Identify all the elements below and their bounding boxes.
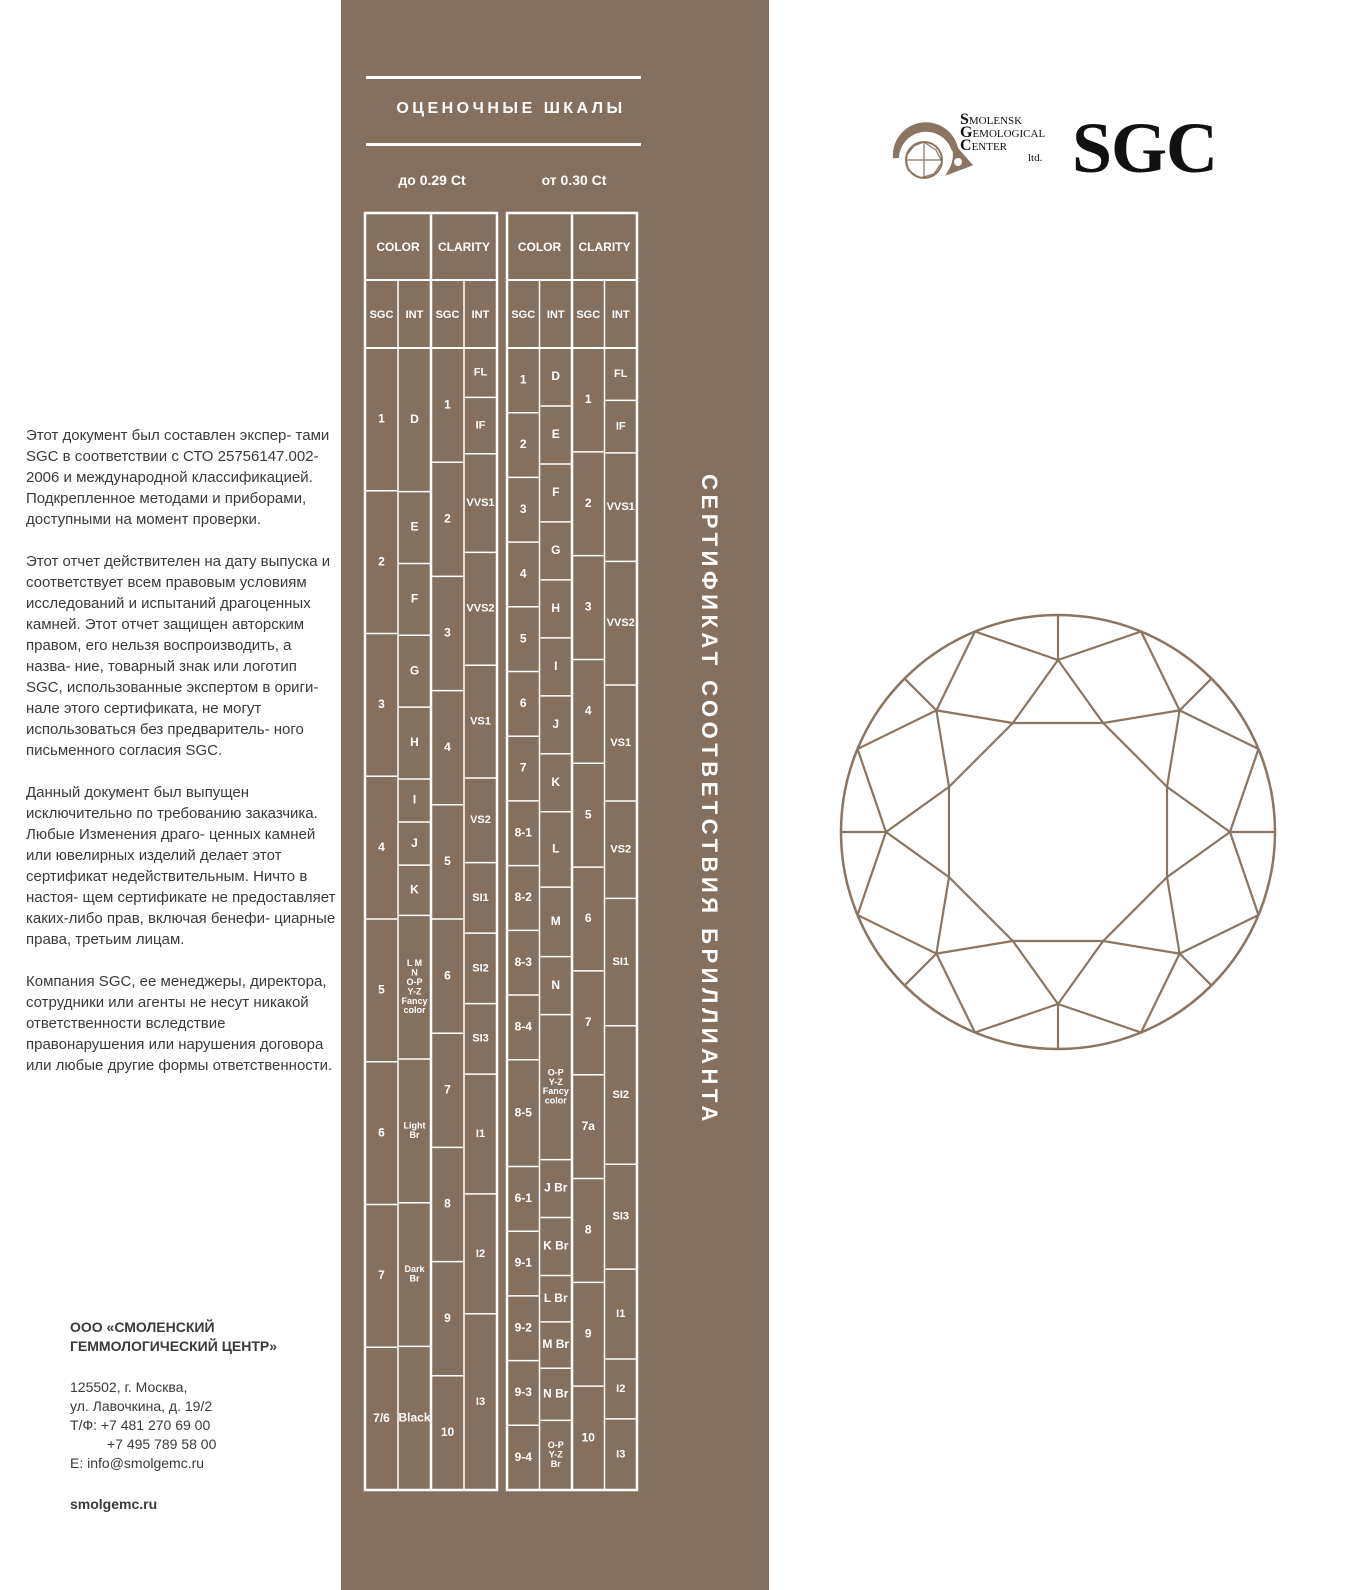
small-cell: VS2 — [470, 814, 491, 827]
large-color-header: COLOR — [517, 240, 562, 255]
range-label-small: до 0.29 Ct — [398, 172, 466, 188]
small-cell: 9 — [444, 1310, 451, 1325]
large-cell: H — [551, 601, 561, 616]
diamond-kite-facet — [936, 632, 975, 711]
small-cell: N — [411, 967, 418, 978]
diamond-table-edge — [949, 723, 1013, 787]
small-cell: J — [411, 835, 418, 850]
diamond-star-facet — [1103, 941, 1179, 954]
logo-wordmark: SGC — [1072, 108, 1218, 188]
large-cell: SI2 — [612, 1088, 630, 1101]
large-cell: N — [551, 977, 561, 992]
diamond-kite-facet — [858, 710, 937, 749]
diamond-kite-facet — [975, 1004, 1058, 1032]
large-cell: 9-2 — [514, 1320, 532, 1335]
large-cell: VS2 — [610, 843, 632, 856]
large-cell: SI1 — [612, 955, 630, 968]
small-cell: Light — [403, 1120, 426, 1131]
large-cell: 8-3 — [514, 954, 532, 969]
large-cell: E — [551, 427, 560, 442]
diamond-kite-facet — [1180, 710, 1259, 749]
large-cell: F — [552, 485, 560, 500]
small-cell: 1 — [444, 397, 451, 412]
small-cell: D — [410, 411, 419, 426]
paragraph-3: Данный документ был выпущен исключительно по требованию заказчика. Любые Изменения драго- ценных камней или ювелирных изделий делает этот сертификат недействительным. Ничто в настоя- щем сертификате не предоставляет каких-либо прав, включая бенефи- циарные права, третьим лицам. — [26, 784, 336, 948]
small-cell: 4 — [444, 739, 451, 754]
diamond-girdle-facet — [1180, 954, 1212, 986]
website-link[interactable]: smolgemc.ru — [70, 1496, 158, 1512]
diamond-star-facet — [1058, 941, 1103, 1004]
small-subheader: INT — [471, 308, 490, 321]
small-subheader: SGC — [369, 308, 394, 321]
small-cell: E — [410, 519, 419, 534]
large-cell: 8-2 — [514, 890, 532, 905]
large-cell: 6 — [584, 911, 592, 926]
small-cell: 4 — [378, 839, 385, 854]
small-cell: 7 — [378, 1268, 385, 1283]
small-cell: F — [410, 591, 419, 606]
large-cell: J Br — [544, 1180, 568, 1195]
large-cell: K — [551, 774, 561, 789]
large-cell: 5 — [519, 631, 527, 646]
small-cell: VVS1 — [466, 496, 495, 509]
scales-title: ОЦЕНОЧНЫЕ ШКАЛЫ — [396, 100, 626, 117]
small-cell: I2 — [475, 1247, 486, 1260]
large-subheader: INT — [611, 308, 630, 321]
small-cell: SI3 — [472, 1032, 489, 1045]
large-cell: FL — [614, 368, 628, 381]
small-subheader: SGC — [435, 308, 460, 321]
large-cell: I3 — [616, 1448, 626, 1461]
large-cell: VVS2 — [606, 617, 635, 630]
small-cell: Fancy — [401, 995, 428, 1006]
diamond-table-edge — [1103, 877, 1167, 941]
diamond-kite-facet — [858, 749, 886, 832]
large-cell: 9-3 — [514, 1385, 532, 1400]
small-cell: 7/6 — [373, 1410, 390, 1425]
small-cell: VS1 — [470, 715, 491, 728]
diamond-kite-facet — [1230, 749, 1258, 832]
large-cell: 4 — [519, 566, 527, 581]
large-cell: M Br — [542, 1337, 570, 1352]
diamond-kite-facet — [936, 954, 975, 1033]
diamond-star-facet — [936, 941, 1012, 954]
email[interactable]: E: info@smolgemc.ru — [70, 1455, 205, 1471]
large-subheader: SGC — [576, 308, 601, 321]
diamond-kite-facet — [1141, 954, 1180, 1033]
diamond-star-facet — [936, 710, 949, 786]
small-cell: G — [409, 663, 420, 678]
large-cell: Fancy — [542, 1086, 569, 1097]
small-cell: 2 — [378, 554, 385, 569]
diamond-kite-facet — [858, 832, 886, 915]
large-cell: D — [551, 369, 561, 384]
large-cell: 9 — [584, 1326, 592, 1341]
large-cell: I — [554, 659, 558, 674]
large-cell: 6-1 — [514, 1191, 532, 1206]
large-cell: 7a — [581, 1118, 595, 1133]
diamond-table-edge — [1103, 723, 1167, 787]
small-cell: L M — [406, 957, 423, 968]
phone-1: Т/Ф: +7 481 270 69 00 — [70, 1417, 211, 1433]
small-cell: Dark — [404, 1264, 425, 1275]
large-cell: I2 — [616, 1382, 626, 1395]
large-cell: 8-4 — [514, 1019, 532, 1034]
small-cell: IF — [475, 419, 486, 432]
paragraph-1: Этот документ был составлен экспер- тами SGC в соответствии с СТО 25756147.002-2006 и международной классификацией. Подкрепленное методами и приборами, доступными на момент проверки. — [26, 427, 330, 528]
small-cell: 8 — [444, 1196, 451, 1211]
address-line-2: ул. Лавочкина, д. 19/2 — [70, 1398, 213, 1414]
legal-text — [26, 425, 336, 1097]
small-cell: H — [410, 735, 419, 750]
large-cell: 6 — [519, 696, 527, 711]
small-clarity-header: CLARITY — [438, 240, 490, 255]
small-subheader: INT — [405, 308, 424, 321]
company-name-line1: ООО «СМОЛЕНСКИЙ — [70, 1319, 215, 1335]
large-cell: 5 — [584, 807, 592, 822]
large-cell: Br — [550, 1459, 561, 1470]
diamond-star-facet — [1167, 832, 1230, 877]
large-cell: J — [552, 716, 560, 731]
diamond-girdle-facet — [905, 954, 937, 986]
diamond-star-facet — [1013, 941, 1058, 1004]
diamond-outline-icon — [838, 612, 1278, 1052]
small-cell: I — [412, 792, 417, 807]
large-cell: 2 — [584, 495, 592, 510]
small-cell: I1 — [475, 1127, 486, 1140]
large-table — [507, 213, 637, 1490]
diamond-girdle-facet — [1180, 679, 1212, 711]
large-cell: VVS1 — [606, 501, 635, 514]
diamond-star-facet — [886, 832, 949, 877]
large-cell: O-P — [547, 1440, 564, 1451]
large-cell: color — [544, 1095, 567, 1106]
small-cell: SI2 — [472, 962, 489, 975]
logo-text: SMOLENSK GEMOLOGICAL CENTER ltd. — [960, 111, 1046, 164]
large-clarity-header: CLARITY — [578, 240, 631, 255]
small-cell: Black — [398, 1410, 431, 1425]
small-color-header: COLOR — [376, 240, 420, 255]
small-cell: 2 — [444, 511, 451, 526]
diamond-star-facet — [1058, 660, 1103, 723]
diamond-girdle-facet — [905, 679, 937, 711]
small-table — [365, 213, 497, 1490]
small-cell: 6 — [444, 968, 451, 983]
small-cell: 3 — [378, 697, 385, 712]
grading-scales-panel — [341, 0, 769, 1590]
large-cell: 4 — [584, 703, 592, 718]
sgc-logo — [900, 108, 1230, 208]
small-cell: SI1 — [472, 891, 489, 904]
large-cell: 1 — [519, 372, 527, 387]
large-cell: 7 — [584, 1014, 592, 1029]
large-cell: 9-1 — [514, 1255, 532, 1270]
diamond-star-facet — [936, 877, 949, 953]
certificate-title: СЕРТИФИКАТ СООТВЕТСТВИЯ БРИЛЛИАНТА — [697, 474, 722, 1126]
small-cell: 6 — [378, 1125, 385, 1140]
large-cell: 8 — [584, 1222, 592, 1237]
small-cell: FL — [473, 366, 488, 379]
company-contacts — [70, 1318, 330, 1514]
large-cell: L — [552, 841, 560, 856]
diamond-kite-facet — [1230, 832, 1258, 915]
large-cell: 3 — [519, 501, 527, 516]
diamond-kite-facet — [1141, 632, 1180, 711]
large-cell: 1 — [584, 392, 592, 407]
large-cell: O-P — [547, 1067, 564, 1078]
small-cell: Y-Z — [407, 986, 422, 997]
diamond-kite-facet — [858, 915, 937, 954]
large-cell: 10 — [581, 1430, 595, 1445]
small-cell: 1 — [378, 411, 385, 426]
small-cell: color — [403, 1005, 426, 1016]
diamond-kite-facet — [1058, 1004, 1141, 1032]
diamond-star-facet — [1167, 787, 1230, 832]
diamond-kite-facet — [1058, 632, 1141, 660]
small-cell: O-P — [406, 976, 423, 987]
small-cell: Br — [409, 1273, 420, 1284]
small-cell: 3 — [444, 625, 451, 640]
large-cell: 7 — [519, 760, 527, 775]
large-cell: 8-5 — [514, 1105, 532, 1120]
paragraph-4: Компания SGC, ее менеджеры, директора, сотрудники или агенты не несут никакой ответственности вследствие правонарушения или нарушения договора или любые другие формы ответственности. — [26, 973, 333, 1074]
diamond-star-facet — [1167, 710, 1180, 786]
company-name — [70, 1318, 330, 1356]
diamond-star-facet — [1103, 710, 1179, 723]
large-cell: 8-1 — [514, 825, 532, 840]
diamond-star-facet — [886, 787, 949, 832]
large-cell: N Br — [543, 1386, 569, 1401]
large-cell: 9-4 — [514, 1449, 532, 1464]
range-label-large: от 0.30 Ct — [541, 172, 607, 188]
large-cell: K Br — [543, 1238, 569, 1253]
large-cell: M — [550, 914, 561, 929]
large-cell: 3 — [584, 599, 592, 614]
large-cell: L Br — [543, 1290, 568, 1305]
phone-2: +7 495 789 58 00 — [107, 1436, 217, 1452]
large-cell: IF — [615, 420, 626, 433]
diamond-kite-facet — [1180, 915, 1259, 954]
large-cell: 2 — [519, 437, 527, 452]
large-cell: Y-Z — [548, 1076, 563, 1087]
large-cell: SI3 — [612, 1210, 630, 1223]
address-line-1: 125502, г. Москва, — [70, 1379, 188, 1395]
small-cell: I3 — [475, 1395, 486, 1408]
company-name-line2: ГЕММОЛОГИЧЕСКИЙ ЦЕНТР» — [70, 1338, 278, 1354]
large-subheader: SGC — [511, 308, 536, 321]
large-cell: VS1 — [610, 736, 632, 749]
small-cell: 7 — [444, 1082, 451, 1097]
small-cell: 10 — [440, 1425, 455, 1440]
diamond-star-facet — [1013, 660, 1058, 723]
diamond-kite-facet — [975, 632, 1058, 660]
small-cell: K — [410, 882, 419, 897]
diamond-star-facet — [1167, 877, 1180, 953]
small-cell: Br — [409, 1129, 420, 1140]
small-cell: VVS2 — [466, 602, 495, 615]
diamond-table-edge — [949, 877, 1013, 941]
large-subheader: INT — [546, 308, 565, 321]
large-cell: I1 — [616, 1307, 626, 1320]
large-cell: G — [551, 543, 561, 558]
small-cell: 5 — [378, 982, 385, 997]
large-cell: Y-Z — [548, 1449, 563, 1460]
diamond-star-facet — [936, 710, 1012, 723]
small-cell: 5 — [444, 854, 451, 869]
paragraph-2: Этот отчет действителен на дату выпуска и соответствует всем правовым условиям исследований и испытаний драгоценных камней. Этот отчет защищен авторским правом, его нельзя воспроизводить, а назва- ние, товарный знак или логотип SGC, использованные экспертом в ориги- нале этого сертификата, не могут использоваться без предваритель- ного письменного согласия SGC. — [26, 553, 331, 759]
